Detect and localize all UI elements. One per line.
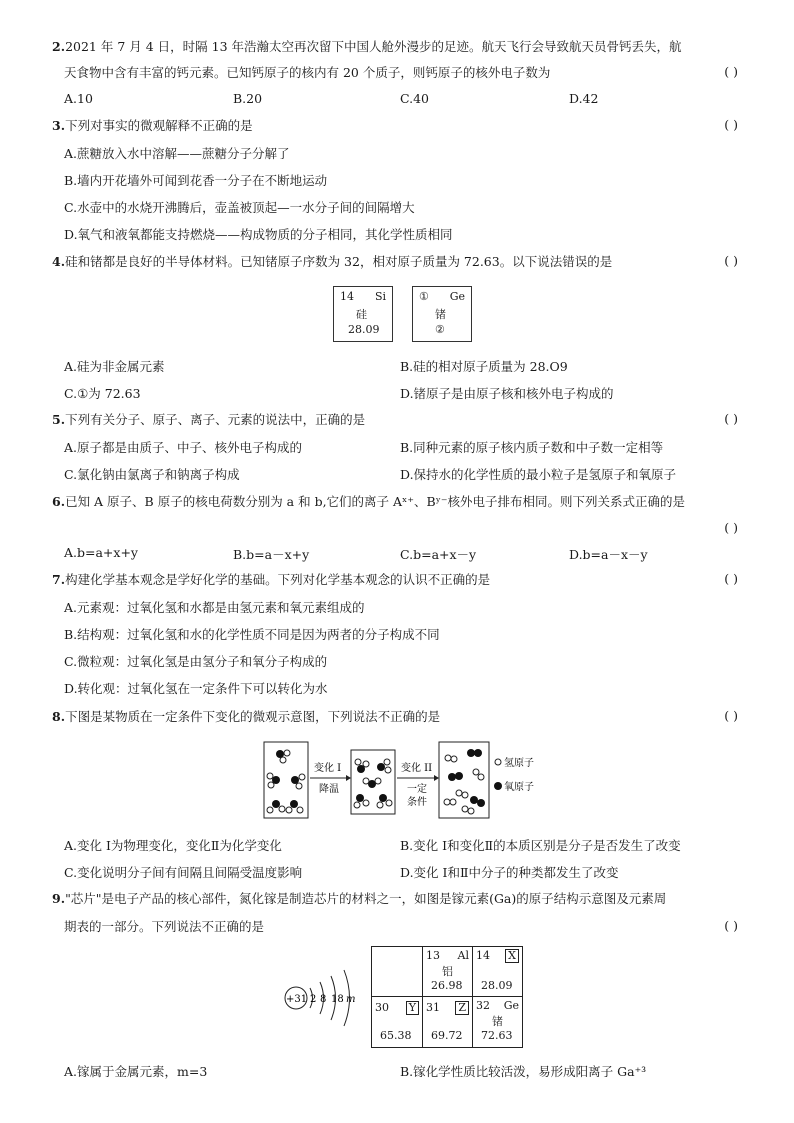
x-mass: 28.09 (481, 979, 513, 992)
q9-number: 9. (52, 891, 66, 906)
q6-option-d: D.b=a－x－y (569, 547, 648, 562)
q2-number: 2. (52, 39, 66, 54)
z-cell (423, 997, 472, 1047)
state-2-molecules (354, 759, 392, 808)
q2-line2: 天食物中含有丰富的钙元素。已知钙原子的核内有 20 个质子，则钙原子的核外电子数为 (64, 65, 551, 80)
ge-name: 锗 (435, 308, 446, 321)
shell-4-electrons: m (346, 994, 356, 1005)
ge-symbol: Ge (449, 290, 465, 303)
ge-table-name: 锗 (492, 1015, 503, 1028)
q2-option-d: D.42 (569, 91, 599, 106)
q2-option-c: C.40 (400, 91, 429, 106)
molecular-change-diagram (262, 740, 552, 822)
change-2-condition-1: 一定 (407, 784, 427, 795)
q2-answer-paren: ( ) (724, 64, 738, 79)
q7-number: 7. (52, 572, 66, 587)
q2-option-a: A.10 (64, 91, 93, 106)
q7-stem (52, 571, 490, 589)
al-symbol: Al (457, 949, 469, 962)
q5-stem (52, 411, 365, 429)
q5-option-b: B.同种元素的原子核内质子数和中子数一定相等 (400, 440, 664, 455)
q6-text: 已知 A 原子、B 原子的核电荷数分别为 a 和 b,它们的离子 Aˣ⁺、Bʸ⁻核外电子排布相同。则下列关系式正确的是 (65, 494, 686, 509)
al-name: 铝 (442, 965, 453, 978)
z-mass: 69.72 (431, 1029, 463, 1042)
q8-option-d: D.变化 I和Ⅱ中分子的种类都发生了改变 (400, 865, 619, 880)
q2-line1 (52, 38, 682, 56)
q2-option-b: B.20 (233, 91, 263, 106)
q8-answer-paren: ( ) (724, 708, 738, 723)
q9-text-1: "芯片"是电子产品的核心部件，氮化镓是制造芯片的材料之一，如图是镓元素(Ga)的原子结构示意图及元素周 (65, 891, 667, 906)
q2-text-1: 2021 年 7 月 4 日，时隔 13 年浩瀚太空再次留下中国人舱外漫步的足迹。航天飞行会导致航天员骨钙丢失，航 (65, 39, 682, 54)
q5-number: 5. (52, 412, 66, 427)
hydrogen-legend-icon (495, 759, 501, 765)
q5-answer-paren: ( ) (724, 411, 738, 426)
si-name: 硅 (356, 308, 367, 321)
change-1-condition: 降温 (319, 784, 339, 795)
oxygen-legend-icon (494, 782, 502, 790)
q7-option-a: A.元素观：过氧化氢和水都是由氢元素和氧元素组成的 (64, 600, 365, 615)
q9-option-a: A.镓属于金属元素，m=3 (64, 1064, 208, 1079)
q4-option-b: B.硅的相对原子质量为 28.O9 (400, 359, 568, 374)
ge-table-mass: 72.63 (481, 1029, 513, 1042)
state-3-molecules (444, 749, 485, 814)
y-mass: 65.38 (380, 1029, 412, 1042)
q4-option-d: D.锗原子是由原子核和核外电子构成的 (400, 386, 614, 401)
ge-table-number: 32 (476, 999, 490, 1012)
al-cell (423, 947, 472, 996)
q3-answer-paren: ( ) (724, 117, 738, 132)
q8-text: 下图是某物质在一定条件下变化的微观示意图，下列说法不正确的是 (65, 709, 441, 724)
ge-table-symbol: Ge (503, 999, 519, 1012)
state-1-molecules (267, 750, 305, 813)
q7-option-c: C.微粒观：过氧化氢是由氢分子和氧分子构成的 (64, 654, 328, 669)
q7-option-d: D.转化观：过氧化氢在一定条件下可以转化为水 (64, 681, 328, 696)
q4-stem (52, 253, 612, 271)
q4-answer-paren: ( ) (724, 253, 738, 268)
q3-text: 下列对事实的微观解释不正确的是 (65, 118, 253, 133)
q3-option-c: C.水壶中的水烧开沸腾后，壶盖被顶起—一水分子间的间隔增大 (64, 200, 415, 215)
q8-option-a: A.变化 I为物理变化，变化Ⅱ为化学变化 (64, 838, 282, 853)
y-symbol: Y (406, 1001, 419, 1015)
q6-option-a: A.b=a+x+y (64, 545, 138, 560)
shell-1-electrons: 2 (310, 994, 317, 1005)
x-cell (473, 947, 522, 996)
q6-number: 6. (52, 494, 66, 509)
q9-line2: 期表的一部分。下列说法不正确的是 (64, 919, 265, 934)
change-2-label: 变化 II (401, 763, 433, 774)
ge-element-card (412, 286, 472, 342)
q7-option-b: B.结构观：过氧化氢和水的化学性质不同是因为两者的分子构成不同 (64, 627, 440, 642)
y-cell (372, 997, 422, 1047)
q7-answer-paren: ( ) (724, 571, 738, 586)
q5-option-d: D.保持水的化学性质的最小粒子是氢原子和氧原子 (400, 467, 677, 482)
q3-stem (52, 117, 253, 135)
q5-text: 下列有关分子、原子、离子、元素的说法中，正确的是 (65, 412, 366, 427)
q6-answer-paren: ( ) (724, 520, 738, 535)
x-symbol: X (505, 949, 519, 963)
z-number: 31 (426, 1001, 440, 1014)
q8-option-b: B.变化 I和变化Ⅱ的本质区别是分子是否发生了改变 (400, 838, 681, 853)
si-atomic-number: 14 (340, 290, 354, 303)
q3-option-d: D.氧气和液氧都能支持燃烧——构成物质的分子相同，其化学性质相同 (64, 227, 453, 242)
q9-option-b: B.镓化学性质比较活泼，易形成阳离子 Ga⁺³ (400, 1064, 647, 1079)
q6-option-b: B.b=a－x+y (233, 547, 310, 562)
hydrogen-legend-label: 氢原子 (504, 758, 534, 769)
q6-stem (52, 493, 685, 511)
q4-number: 4. (52, 254, 66, 269)
q3-number: 3. (52, 118, 66, 133)
si-element-card (333, 286, 393, 342)
si-mass: 28.09 (348, 323, 380, 336)
nucleus-charge: +31 (286, 994, 308, 1005)
ge-cell (473, 997, 522, 1047)
al-number: 13 (426, 949, 440, 962)
q8-stem (52, 708, 440, 726)
q7-text: 构建化学基本观念是学好化学的基础。下列对化学基本观念的认识不正确的是 (65, 572, 491, 587)
q4-text: 硅和锗都是良好的半导体材料。已知锗原子序数为 32，相对原子质量为 72.63。以下说法错误的是 (65, 254, 613, 269)
x-number: 14 (476, 949, 490, 962)
y-number: 30 (375, 1001, 389, 1014)
q4-option-c: C.①为 72.63 (64, 386, 141, 401)
q3-option-b: B.墙内开花墙外可闻到花香一分子在不断地运动 (64, 173, 328, 188)
gallium-atom-structure (282, 962, 372, 1034)
shell-3-electrons: 18 (331, 994, 344, 1005)
q4-option-a: A.硅为非金属元素 (64, 359, 165, 374)
ge-mass-blank: ② (435, 323, 445, 336)
al-mass: 26.98 (431, 979, 463, 992)
periodic-table-fragment (371, 946, 523, 1048)
oxygen-legend-label: 氧原子 (504, 782, 534, 793)
q8-option-c: C.变化说明分子间有间隔且间隔受温度影响 (64, 865, 303, 880)
q5-option-a: A.原子都是由质子、中子、核外电子构成的 (64, 440, 303, 455)
change-2-condition-2: 条件 (407, 797, 427, 808)
q8-number: 8. (52, 709, 66, 724)
q5-option-c: C.氯化钠由氯离子和钠离子构成 (64, 467, 240, 482)
z-symbol: Z (455, 1001, 469, 1015)
q3-option-a: A.蔗糖放入水中溶解——蔗糖分子分解了 (64, 146, 290, 161)
q6-option-c: C.b=a+x－y (400, 547, 477, 562)
change-1-label: 变化 I (314, 763, 342, 774)
ge-atomic-number-blank: ① (419, 290, 429, 303)
shell-2-electrons: 8 (320, 994, 327, 1005)
si-symbol: Si (374, 290, 386, 303)
q9-line1 (52, 890, 666, 908)
q9-answer-paren: ( ) (724, 918, 738, 933)
